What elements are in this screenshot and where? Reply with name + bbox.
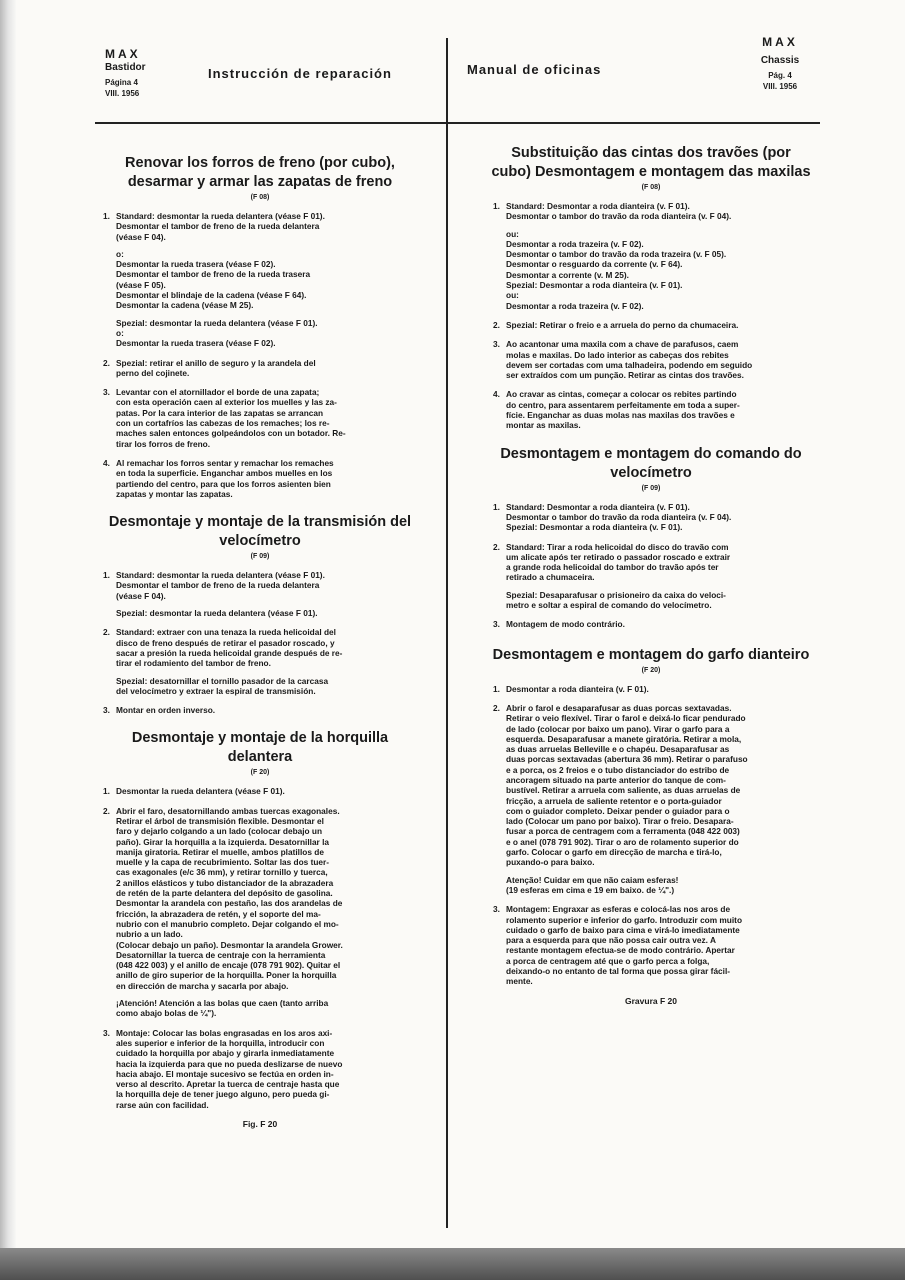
step-number: 3.	[103, 1027, 110, 1038]
step-number: 3.	[103, 387, 110, 398]
text-line: ales superior e inferior de la horquilla, introducir con	[116, 1037, 325, 1048]
text-line: Standard: desmontar la rueda delantera (véase F 01).	[116, 211, 325, 221]
text-line: Desmontar a roda trazeira (v. F 02).	[506, 238, 644, 249]
text-line: Ao cravar as cintas, começar a colocar os rebites partindo	[506, 389, 737, 400]
text-line: Desmontar el tambor de freno de la rueda delantera	[116, 580, 320, 591]
step-number: 1.	[493, 501, 500, 512]
step-number: 1.	[493, 683, 500, 694]
text-line: Montaje: Colocar las bolas engrasadas en los aros axi-	[116, 1027, 333, 1038]
text-line: restante montagem efectua-se de modo contrário. Apertar	[506, 945, 735, 956]
text-line: Standard: Desmontar a roda dianteira (v. F 01).	[506, 501, 690, 512]
text-line: Levantar con el atornillador el borde de una zapata;	[116, 387, 320, 398]
text-line: Spezial: Retirar o freio e a arruela do perno da chumaceira.	[506, 319, 739, 330]
text-line: manija giratoria. Retirar el muelle, ambos platillos de	[116, 846, 324, 857]
text-line: anillo de giro superior de la horquilla. Poner la horquilla	[116, 970, 337, 981]
header-title-left: Instrucción de reparación	[208, 66, 392, 81]
text-line: hacia la izquierda para que no pueda deslizarse de nuevo	[116, 1058, 343, 1069]
section-code: (F 09)	[641, 484, 661, 492]
line-gap	[116, 669, 420, 676]
text-line: con esta operación caen al exterior los muelles y las za-	[116, 397, 337, 408]
text-line: (048 422 003) y el anillo de encaje (078 791 902). Quitar el	[116, 960, 341, 971]
text-line: disco de freno después de retirar el pasador roscado, y	[116, 637, 335, 648]
step-number: 4.	[493, 389, 500, 400]
text-line: Montagem: Engraxar as esferas e colocá-las nos aros de	[506, 904, 731, 915]
line-gap	[116, 311, 420, 318]
text-line: e o anel (078 791 902). Tirar o aro de rolamento superior do	[506, 836, 739, 847]
header-rule	[95, 122, 820, 124]
text-line: retirado a chumaceira.	[506, 572, 595, 583]
text-line: ¡Atención! Atención a las bolas que caen (tanto arriba	[116, 998, 329, 1009]
text-line: patas. Por la cara interior de las zapatas se arrancan	[116, 407, 324, 418]
step-item	[490, 703, 812, 895]
step-item	[100, 458, 420, 499]
step-number: 3.	[493, 904, 500, 915]
step-number: 2.	[103, 357, 110, 368]
text-line: (véase F 05).	[116, 279, 166, 290]
text-line: fricção, a arruela de saliente retentor e o porta-guiador	[506, 795, 722, 806]
step-item	[100, 806, 420, 1019]
text-line: sacar a presión la rueda helicoidal grande después de re-	[116, 647, 343, 658]
line-gap	[116, 991, 420, 998]
text-line: metro e soltar a espiral de comando do velocímetro.	[506, 600, 712, 611]
text-line: Desmontar a roda dianteira (v. F 01).	[506, 683, 649, 694]
right-column	[490, 144, 812, 1006]
text-line: Abrir el faro, desatornillando ambas tuercas exagonales.	[116, 805, 340, 816]
text-line: fricción, la abrazadera de retén, y el soporte del ma-	[116, 908, 321, 919]
step-list	[490, 684, 812, 987]
step-number: 4.	[103, 457, 110, 468]
text-line: deixando-o no entanto de tal forma que possa girar fácil-	[506, 966, 731, 977]
text-line: de retén de la parte delantera del depósito de gasolina.	[116, 888, 333, 899]
text-line: cuidado o garfo de baixo para cima e virá-lo imediatamente	[506, 924, 740, 935]
text-line: Spezial: Desaparafusar o prisioneiro da caixa do veloci-	[506, 589, 726, 600]
text-line: ou:	[506, 228, 519, 239]
step-number: 2.	[493, 319, 500, 330]
text-line: o:	[116, 248, 124, 259]
text-line: ou:	[506, 290, 519, 301]
section	[490, 445, 812, 630]
step-item	[100, 705, 420, 715]
text-line: tirar los forros de freno.	[116, 438, 211, 449]
section-code: (F 09)	[250, 553, 270, 561]
section-code: (F 20)	[250, 769, 270, 777]
header-title-right: Manual de oficinas	[467, 62, 602, 77]
text-line: 2 anillos elásticos y tubo distanciador de la abrazadera	[116, 877, 334, 888]
date-right: VIII. 1956	[762, 82, 798, 91]
text-line: Desmontar el tambor de freno de la rueda delantera	[116, 221, 320, 232]
text-line: zapatas y montar las zapatas.	[116, 488, 233, 499]
text-line: Desmontar la arandela con pestaño, las dos arandelas de	[116, 898, 343, 909]
text-line: maches salen entonces golpeándolos con un botador. Re-	[116, 428, 346, 439]
header-left-block	[105, 48, 146, 99]
text-line: e a porca, os 2 freios e o tubo distanciador do estribo de	[506, 764, 730, 775]
text-line: Desmontar el blindaje de la cadena (véase F 64).	[116, 290, 307, 301]
section-title: Desmontaje y montaje de la transmisión del velocímetro	[108, 514, 412, 550]
page-spine-shadow	[0, 0, 16, 1280]
text-line: Standard: desmontar la rueda delantera (véase F 01).	[116, 570, 325, 581]
step-number: 3.	[493, 339, 500, 350]
text-line: garfo. Colocar o garfo em direcção de marcha e tirá-lo,	[506, 847, 722, 858]
text-line: Desmontar a corrente (v. M 25).	[506, 269, 629, 280]
section-code: (F 20)	[641, 666, 661, 674]
text-line: a porca de centragem até que o garfo perca a folga,	[506, 955, 710, 966]
text-line: partiendo del centro, para que los forros asienten bien	[116, 478, 331, 489]
section-title: Desmontaje y montaje de la horquilla delantera	[131, 730, 389, 766]
text-line: Desatornillar la tuerca de centraje con la herramienta	[116, 949, 326, 960]
figure-caption: Fig. F 20	[242, 1119, 278, 1129]
section	[490, 144, 812, 431]
step-item	[490, 542, 812, 611]
section-title: Desmontagem e montagem do comando do velocímetro	[500, 445, 802, 481]
text-line: Spezial: Desmontar a roda dianteira (v. F 01).	[506, 280, 683, 291]
text-line: Desmontar la rueda trasera (véase F 02).	[116, 338, 276, 349]
step-item	[490, 339, 812, 380]
text-line: ser extraídos com um punção. Retirar as cintas dos travões.	[506, 370, 744, 381]
text-line: de lado (colocar por baixo um pano). Virar o garfo para a	[506, 723, 730, 734]
text-line: mente.	[506, 976, 533, 987]
text-line: Desmontar o resguardo da corrente (v. F 64).	[506, 259, 683, 270]
text-line: verso al descrito. Apretar la tuerca de centraje hasta que	[116, 1079, 340, 1090]
text-line: Atenção! Cuidar em que não caiam esferas!	[506, 874, 679, 885]
text-line: (Colocar debajo un paño). Desmontar la arandela Grower.	[116, 939, 343, 950]
step-number: 2.	[493, 702, 500, 713]
text-line: (19 esferas em cima e 19 em baixo. de ¼".)	[506, 884, 675, 895]
text-line: (véase F 04).	[116, 231, 166, 242]
text-line: Desmontar el tambor de freno de la rueda trasera	[116, 269, 311, 280]
step-list	[100, 211, 420, 499]
text-line: en dirección de marcha y sacarla por abajo.	[116, 980, 289, 991]
text-line: del velocímetro y extraer la espiral de transmisión.	[116, 685, 316, 696]
section	[100, 154, 420, 499]
text-line: Spezial: Desmontar a roda dianteira (v. F 01).	[506, 522, 683, 533]
section-title: Renovar los forros de freno (por cubo), desarmar y armar las zapatas de freno	[125, 155, 395, 190]
text-line: nubrio con el manubrio completo. Dejar colgando el mo-	[116, 918, 339, 929]
step-number: 1.	[103, 786, 110, 797]
text-line: Desmontar o tambor do travão da roda dianteira (v. F 04).	[506, 511, 732, 522]
text-line: o:	[116, 327, 124, 338]
text-line: lado (Colocar um pano por baixo). Tirar o freio. Desapara-	[506, 816, 734, 827]
text-line: Spezial: desmontar la rueda delantera (véase F 01).	[116, 317, 318, 328]
text-line: fície. Enganchar as duas molas nas maxilas dos travões e	[506, 410, 735, 421]
step-item	[100, 627, 420, 696]
text-line: bustível. Retirar a arruela com saliente, as duas arruelas de	[506, 785, 741, 796]
text-line: como abajo bolas de ¼").	[116, 1008, 217, 1019]
text-line: Desmontar la cadena (véase M 25).	[116, 300, 254, 311]
text-line: con un cortafríos las cabezas de los remaches; los re-	[116, 418, 330, 429]
text-line: cas exagonales (e/c 36 mm), y retirar tornillo y tuerca,	[116, 867, 328, 878]
text-line: rarse aún con facilidad.	[116, 1099, 209, 1110]
text-line: perno del cojinete.	[116, 367, 190, 378]
text-line: Desmontar la rueda trasera (véase F 02).	[116, 259, 276, 270]
step-list	[100, 786, 420, 1110]
column-divider	[446, 38, 448, 1228]
step-list	[490, 502, 812, 630]
step-item	[100, 786, 420, 796]
step-item	[490, 684, 812, 694]
line-gap	[116, 242, 420, 249]
text-line: Retirar el árbol de transmisión flexible. Desmontar el	[116, 815, 324, 826]
step-number: 3.	[493, 619, 500, 630]
step-number: 2.	[103, 805, 110, 816]
section	[490, 646, 812, 987]
text-line: Desmontar o tambor do travão da roda trazeira (v. F 05).	[506, 249, 727, 260]
text-line: rolamento superior e inferior do garfo. Introduzir com muito	[506, 914, 743, 925]
text-line: as duas arruelas Belleville e o chapéu. Desaparafusar as	[506, 744, 730, 755]
text-line: muelle y la capa de recubrimiento. Soltar las dos tuer-	[116, 857, 330, 868]
step-item	[490, 320, 812, 330]
step-number: 1.	[493, 201, 500, 211]
text-line: Al remachar los forros sentar y remachar los remaches	[116, 457, 334, 468]
text-line: ancoragem situado na parte anterior do tanque de com-	[506, 774, 726, 785]
section-left: Bastidor	[105, 62, 146, 73]
section-code: (F 08)	[641, 184, 661, 191]
text-line: en toda la superficie. Enganchar ambos muelles en los	[116, 468, 333, 479]
text-line: Standard: Desmontar a roda dianteira (v. F 01).	[506, 201, 690, 211]
step-item	[490, 389, 812, 430]
text-line: nubrio a un lado.	[116, 929, 183, 940]
line-gap	[506, 222, 812, 229]
text-line: Montar en orden inverso.	[116, 705, 216, 716]
text-line: com o guiador completo. Deixar pender o guiador para o	[506, 805, 730, 816]
header-right-block	[745, 36, 815, 92]
date-left: VIII. 1956	[105, 89, 140, 98]
step-item	[100, 358, 420, 379]
text-line: Retirar o veio flexível. Tirar o farol e deixá-lo ficar pendurado	[506, 713, 746, 724]
page-number-right: Pág. 4	[768, 71, 792, 80]
brand-right: MAX	[762, 35, 798, 49]
step-number: 1.	[103, 570, 110, 581]
text-line: Spezial: desatornillar el tornillo pasador de la carcasa	[116, 675, 329, 686]
step-number: 3.	[103, 705, 110, 716]
text-line: Spezial: desmontar la rueda delantera (véase F 01).	[116, 608, 318, 619]
text-line: esquerda. Desaparafusar a manete giratória. Retirar a mola,	[506, 733, 742, 744]
step-item	[490, 904, 812, 986]
step-item	[490, 619, 812, 629]
section-title: Desmontagem e montagem do garfo dianteiro	[492, 646, 810, 663]
brand-left: MAX	[105, 47, 141, 61]
text-line: tirar el rodamiento del tambor de freno.	[116, 658, 271, 669]
text-line: fusar a porca de centragem com a ferramenta (048 422 003)	[506, 826, 740, 837]
page-number-left: Página 4	[105, 78, 138, 87]
text-line: Standard: Tirar a roda helicoidal do disco do travão com	[506, 541, 729, 552]
step-number: 2.	[493, 541, 500, 552]
text-line: para a esquerda para que não possa cair outra vez. A	[506, 935, 716, 946]
text-line: Montagem de modo contrário.	[506, 619, 625, 630]
text-line: duas porcas sextavadas (abertura 36 mm). Retirar o parafuso	[506, 754, 748, 765]
text-line: montar as maxilas.	[506, 420, 581, 431]
left-column	[100, 154, 420, 1129]
text-line: do centro, para assentarem perfeitamente em toda a super-	[506, 399, 740, 410]
step-item	[490, 502, 812, 533]
section	[100, 513, 420, 715]
section	[100, 729, 420, 1110]
text-line: paño). Girar la horquilla a la izquierda. Desatornillar la	[116, 836, 330, 847]
text-line: um alicate após ter retirado o passador roscado e extrair	[506, 551, 731, 562]
step-number: 1.	[103, 211, 110, 221]
step-number: 2.	[103, 627, 110, 638]
text-line: faro y dejarlo colgando a un lado (colocar debajo un	[116, 826, 323, 837]
text-line: hacia abajo. El montaje sucesivo se fectúa en orden in-	[116, 1068, 334, 1079]
line-gap	[506, 868, 812, 875]
text-line: puxando-o para baixo.	[506, 857, 595, 868]
text-line: Standard: extraer con una tenaza la rueda helicoidal del	[116, 627, 336, 638]
bottom-scan-shadow	[0, 1248, 905, 1280]
step-item	[100, 570, 420, 618]
text-line: molas e maxilas. Do lado interior as cabeças dos rebites	[506, 349, 729, 360]
text-line: (véase F 04).	[116, 590, 166, 601]
step-item	[100, 211, 420, 349]
figure-caption: Gravura F 20	[625, 995, 677, 1006]
text-line: la horquilla deje de tener juego alguno, pero pueda gi-	[116, 1089, 330, 1100]
step-list	[490, 201, 812, 431]
step-item	[100, 387, 420, 449]
text-line: cuidado la horquilla por abajo y girarla inmediatamente	[116, 1048, 335, 1059]
section-right: Chassis	[760, 55, 800, 66]
text-line: Desmontar o tambor do travão da roda dianteira (v. F 04).	[506, 211, 732, 222]
step-item	[100, 1028, 420, 1110]
section-code: (F 08)	[250, 194, 270, 201]
text-line: Desmontar a roda trazeira (v. F 02).	[506, 300, 644, 311]
section-title: Substituição das cintas dos travões (por cubo) Desmontagem e montagem das maxilas	[491, 145, 811, 180]
text-line: devem ser cortadas com uma talhadeira, podendo em seguido	[506, 359, 753, 370]
line-gap	[506, 583, 812, 590]
text-line: Ao acantonar uma maxila com a chave de parafusos, caem	[506, 339, 739, 350]
step-item	[490, 201, 812, 311]
text-line: Desmontar la rueda delantera (véase F 01).	[116, 786, 285, 797]
text-line: a grande roda helicoidal do tambor do travão após ter	[506, 562, 719, 573]
text-line: Spezial: retirar el anillo de seguro y la arandela del	[116, 357, 316, 368]
line-gap	[116, 601, 420, 608]
text-line: Abrir o farol e desaparafusar as duas porcas sextavadas.	[506, 702, 732, 713]
step-list	[100, 570, 420, 715]
